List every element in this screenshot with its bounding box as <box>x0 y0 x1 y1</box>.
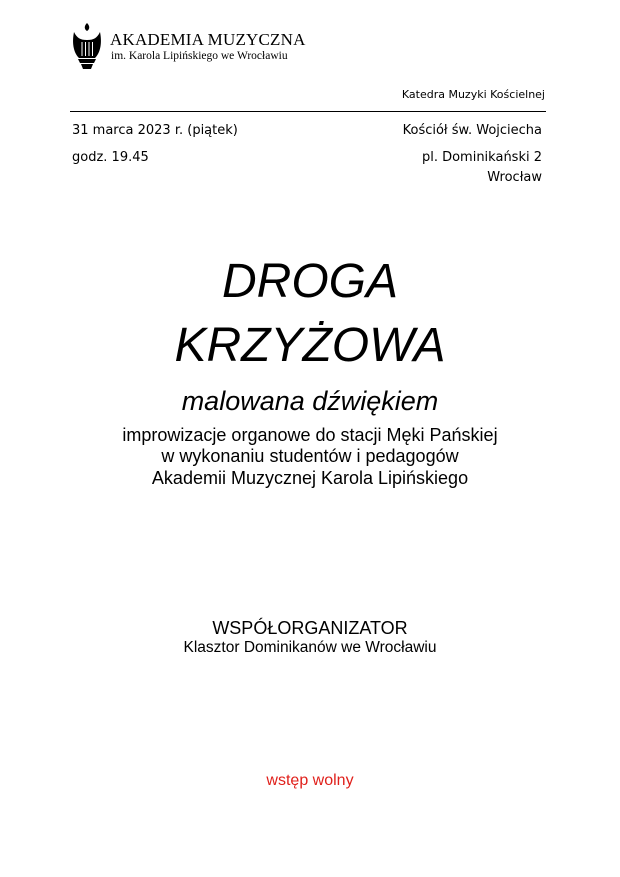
event-venue: Kościół św. Wojciecha <box>402 123 542 138</box>
title-line-1: DROGA <box>221 255 398 308</box>
lyre-icon <box>70 22 104 70</box>
subtitle: malowana dźwiękiem <box>181 386 439 416</box>
title-line-2: KRZYŻOWA <box>174 319 446 372</box>
event-time: godz. 19.45 <box>72 150 149 165</box>
event-date: 31 marca 2023 r. (piątek) <box>72 123 238 138</box>
description-line-3: Akademii Muzycznej Karola Lipińskiego <box>151 468 469 488</box>
event-address: pl. Dominikański 2 <box>421 150 542 165</box>
entry-info: wstęp wolny <box>266 772 354 789</box>
description-line-1: improwizacje organowe do stacji Męki Pańskiej <box>122 425 498 445</box>
department-name: Katedra Muzyki Kościelnej <box>401 88 545 101</box>
header-divider <box>70 111 546 112</box>
institution-subtitle: im. Karola Lipińskiego we Wrocławiu <box>111 50 288 62</box>
event-city: Wrocław <box>487 170 542 185</box>
coorganizer-name: Klasztor Dominikanów we Wrocławiu <box>183 639 437 656</box>
institution-name: AKADEMIA MUZYCZNA <box>110 30 306 49</box>
coorganizer-label: WSPÓŁORGANIZATOR <box>212 618 408 638</box>
description-line-2: w wykonaniu studentów i pedagogów <box>161 446 459 466</box>
